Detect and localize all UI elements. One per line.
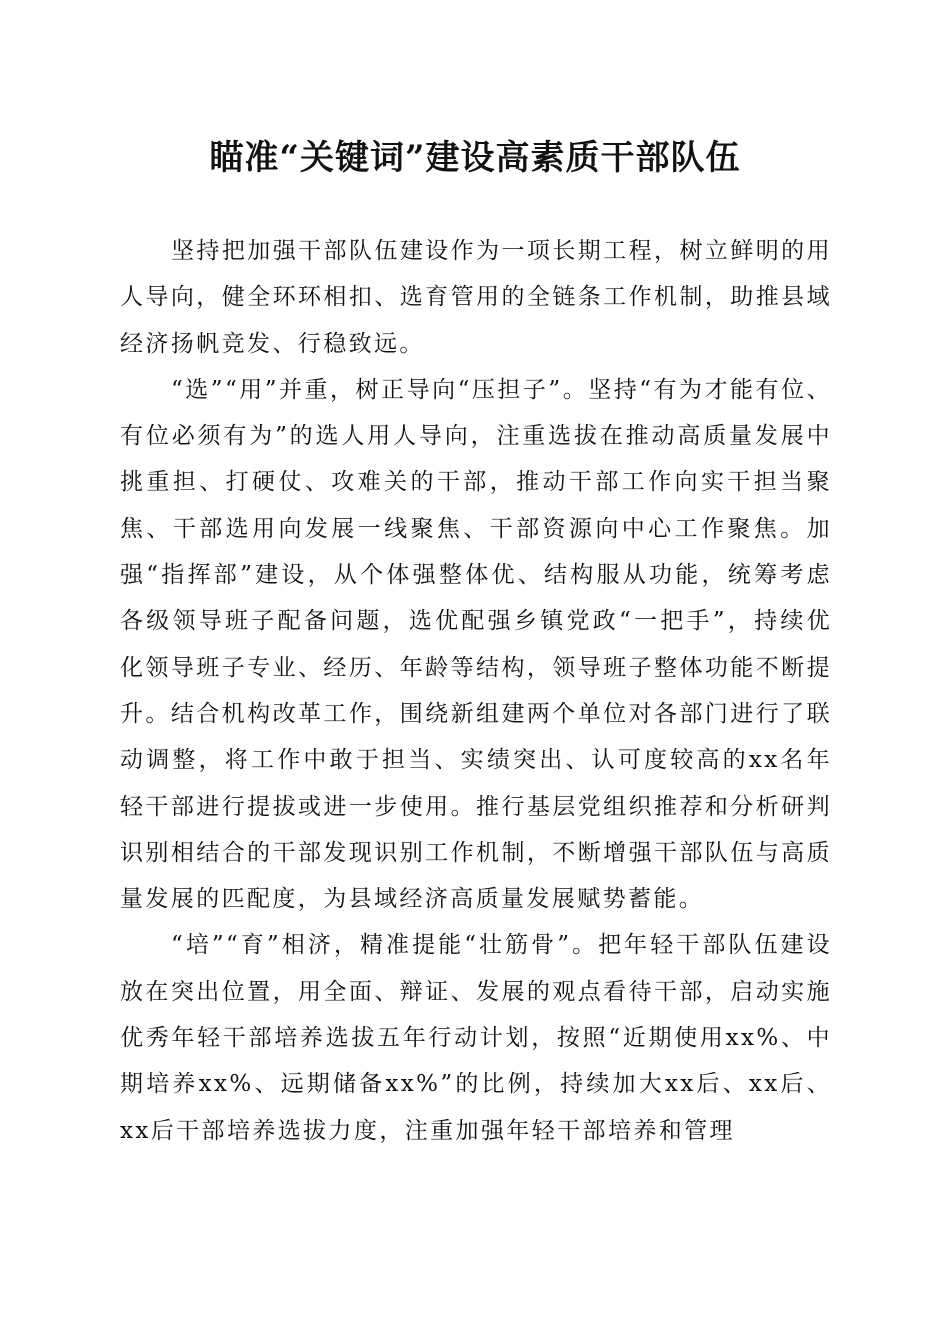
paragraph-selection-use: “选”“用”并重，树正导向“压担子”。坚持“有为才能有位、有位必须有为”的选人用人导向，注重选拔在推动高质量发展中挑重担、打硬仗、攻难关的干部，推动干部工作向实干担当聚焦、干部选用向发展一线聚焦、干部资源向中心工作聚焦。加强“指挥部”建设，从个体强整体优、结构服从功能，统筹考虑各级领导班子配备问题，选优配强乡镇党政“一把手”，持续优化领导班子专业、经历、年龄等结构，领导班子整体功能不断提升。结合机构改革工作，围绕新组建两个单位对各部门进行了联动调整，将工作中敢于担当、实绩突出、认可度较高的xx名年轻干部进行提拔或进一步使用。推行基层党组织推荐和分析研判识别相结合的干部发现识别工作机制，不断增强干部队伍与高质量发展的匹配度，为县域经济高质量发展赋势蓄能。 [120,376,832,913]
document-body [120,228,832,1154]
paragraph-training: “培”“育”相济，精准提能“壮筋骨”。把年轻干部队伍建设放在突出位置，用全面、辩证、发展的观点看待干部，启动实施优秀年轻干部培养选拔五年行动计划，按照“近期使用xx%、中期培养xx%、远期储备xx%”的比例，持续加大xx后、xx后、xx后干部培养选拔力度，注重加强年轻干部培养和管理 [120,932,832,1144]
paragraph-intro: 坚持把加强干部队伍建设作为一项长期工程，树立鲜明的用人导向，健全环环相扣、选育管用的全链条工作机制，助推县域经济扬帆竞发、行稳致远。 [120,238,832,357]
document-title: 瞄准“关键词”建设高素质干部队伍 [209,138,741,178]
